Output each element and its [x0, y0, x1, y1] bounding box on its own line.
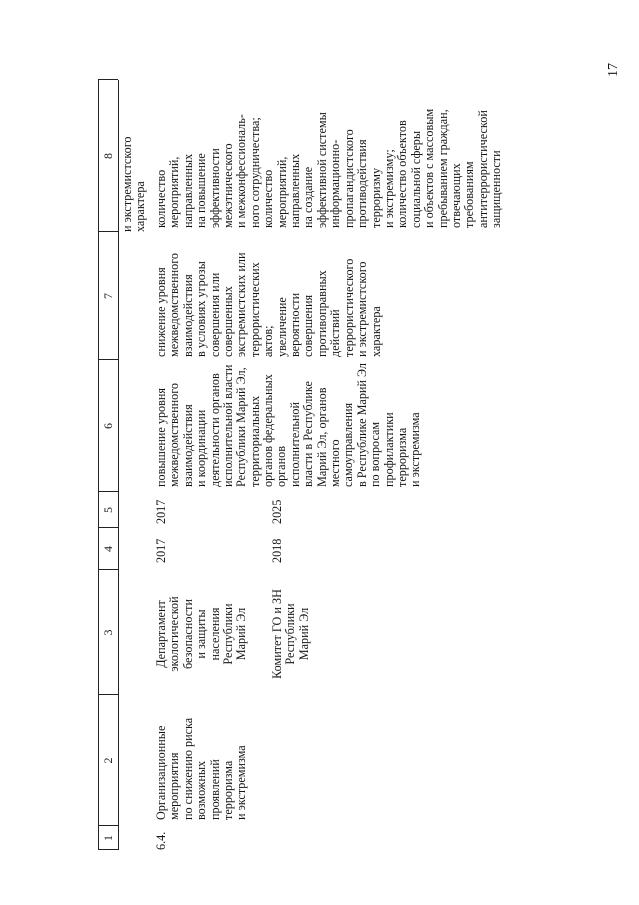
expected-result-1: повышение уровня межведомственного взаимодействия и координации деятельности органов исполнительной власти Республики Марий Эл, территориальных	[154, 364, 262, 487]
measure-name: Организационные мероприятия по снижению риска возможных проявлений терроризма и экстремизма	[154, 717, 249, 820]
executor-2: Комитет ГО и ЗН Республики Марий Эл	[270, 589, 311, 679]
header-col-8: 8	[101, 153, 115, 159]
header-col-2: 2	[101, 757, 115, 764]
table-top-rule	[98, 80, 99, 850]
executor-1-end: 2017	[154, 499, 168, 524]
indicator-text: количество мероприятий, направленных на повышение эффективности межэтнического и межконфессиональ- ного сотрудничества; количество мероприятий, направленных на создание эффективной системы информационно- пропагандистского противодействия терроризму и экстремизму; количество объектов социальной сферы и объектов с массовым пребыванием граждан, отвечающих требованиям антитеррористической защищенности	[154, 108, 504, 228]
row-number: 6.4.	[154, 831, 168, 850]
executor-2-start: 2018	[270, 538, 284, 563]
header-col-5: 5	[101, 507, 115, 513]
header-col-3: 3	[101, 629, 115, 636]
header-col-1: 1	[101, 835, 115, 841]
page-number: 17	[606, 63, 621, 77]
rotated-table	[98, 80, 639, 850]
consequence-text: снижение уровня межведомственного взаимодействия в условиях угрозы совершения или совершенных экстремистских или террористических актов; увеличение вероятности совершения противоправных действий террористического и экстремистского характера	[154, 252, 383, 357]
executor-1-start: 2017	[154, 538, 168, 563]
executor-2-end: 2025	[270, 499, 284, 524]
header-col-6: 6	[101, 423, 115, 429]
consequence-continuation: и экстремистского характера	[120, 136, 148, 232]
header-col-4: 4	[101, 546, 115, 552]
expected-result-2: органов федеральных органов исполнительной власти в Республике Марий Эл, органов местного самоуправления в Республике Марий Эл по вопросам профилактики терроризма и экстремизма	[261, 363, 423, 487]
header-bottom-rule	[118, 80, 119, 850]
header-col-7: 7	[101, 293, 115, 299]
executor-1: Департамент экологической безопасности и защиты населения Республики Марий Эл	[154, 596, 249, 672]
